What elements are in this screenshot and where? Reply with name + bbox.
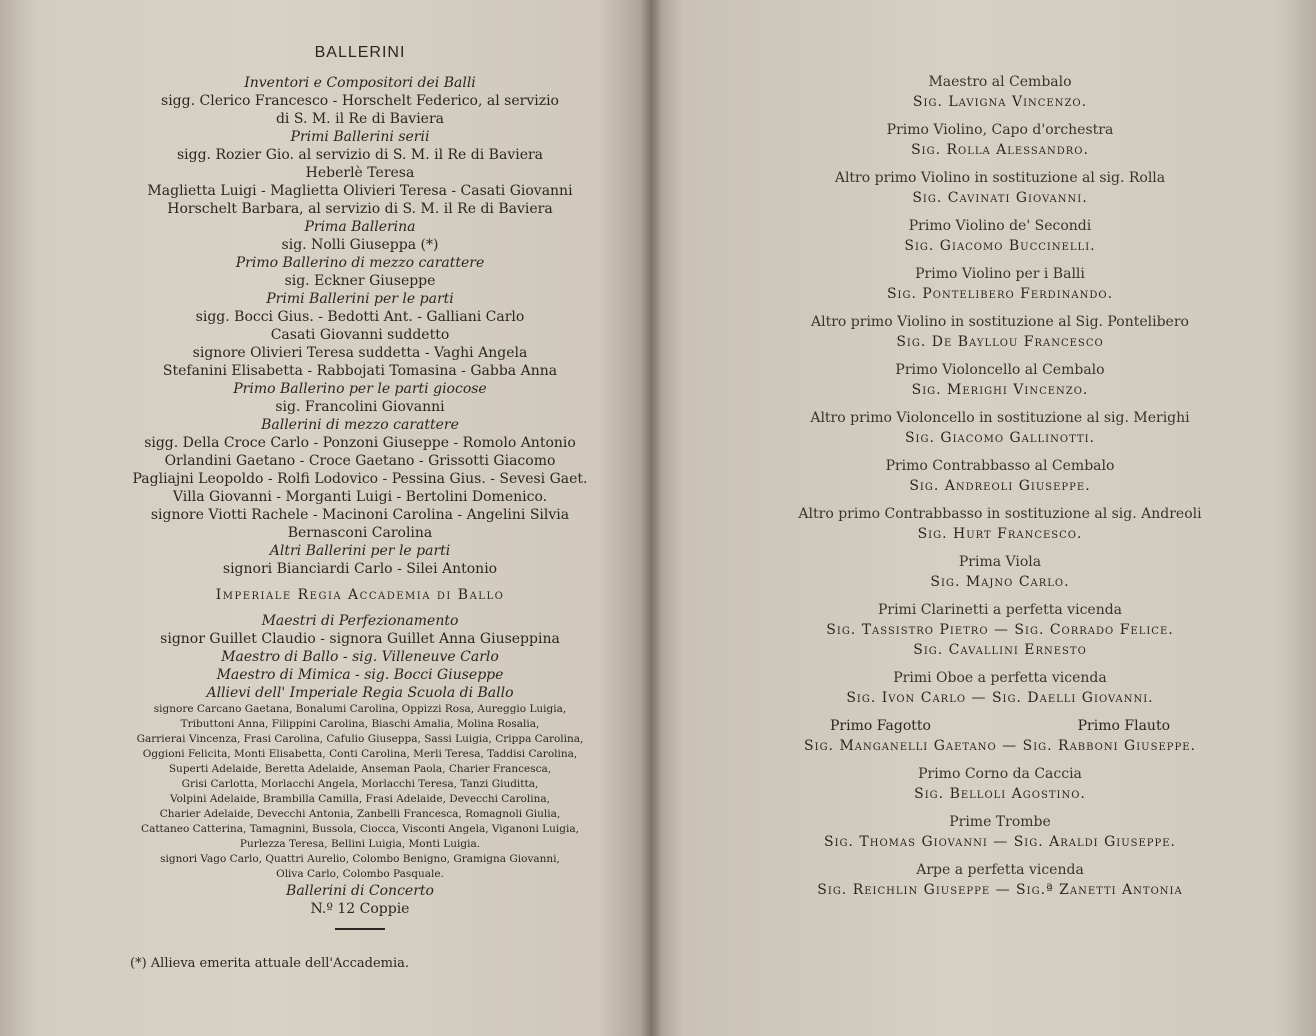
left-line: Volpini Adelaide, Brambilla Camilla, Frasi Adelaide, Devecchi Carolina, [169,793,550,805]
musician-name: Sig. Andreoli Giuseppe. [909,478,1091,494]
orchestra-entry [720,552,1280,592]
musician-name: Sig. Giacomo Gallinotti. [904,430,1096,446]
musician-name: Sig. Rolla Alessandro. [911,142,1089,158]
left-line: Cattaneo Catterina, Tamagnini, Bussola, Ciocca, Visconti Angela, Viganoni Luigia, [141,823,579,835]
left-line: Superti Adelaide, Beretta Adelaide, Anseman Paola, Charier Francesca, [168,763,552,775]
left-line: sigg. Bocci Gius. - Bedotti Ant. - Galliani Carlo [195,309,525,325]
book-gutter [640,0,662,1036]
left-line: Maestro di Mimica - sig. Bocci Giuseppe [216,667,504,683]
orchestra-entry [720,312,1280,352]
left-line: Grisi Carlotta, Morlacchi Angela, Morlacchi Teresa, Tanzi Giuditta, [181,778,539,790]
left-lines [100,74,620,918]
instrument-role: Arpe a perfetta vicenda [916,862,1084,878]
instrument-role: Primo Violino de' Secondi [908,218,1092,234]
musician-name: Sig. De Bayllou Francesco [896,334,1104,350]
instrument-role: Maestro al Cembalo [928,74,1072,90]
left-line: Imperiale Regia Accademia di Ballo [215,587,505,603]
left-line: N.º 12 Coppie [310,901,410,917]
left-line: Primi Ballerini per le parti [266,291,454,307]
left-line: Altri Ballerini per le parti [269,543,451,559]
orchestra-entry [720,504,1280,544]
left-line: signore Olivieri Teresa suddetta - Vaghi Angela [192,345,528,361]
orchestra-entry [720,168,1280,208]
left-line: Primo Ballerino per le parti giocose [233,381,487,397]
left-line: Villa Giovanni - Morganti Luigi - Bertolini Domenico. [172,489,548,505]
left-line: signori Bianciardi Carlo - Silei Antonio [222,561,498,577]
left-column [100,44,620,944]
left-line: signor Guillet Claudio - signora Guillet Anna Giuseppina [160,631,560,647]
left-line: sig. Nolli Giuseppa (*) [281,237,439,253]
left-line: sigg. Clerico Francesco - Horschelt Federico, al servizio [161,93,559,109]
instrument-role: Prime Trombe [949,814,1051,830]
instrument-role: Prima Viola [958,554,1042,570]
orchestra-entry [720,812,1280,852]
instrument-role: Primo Violino, Capo d'orchestra [886,122,1114,138]
left-line: Horschelt Barbara, al servizio di S. M. il Re di Baviera [167,201,553,217]
left-line: Allievi dell' Imperiale Regia Scuola di Ballo [206,685,514,701]
left-line: signore Viotti Rachele - Macinoni Carolina - Angelini Silvia [150,507,570,523]
orchestra-list-2 [720,764,1280,900]
role-bassoon: Primo Fagotto [830,718,931,734]
left-line: signore Carcano Gaetana, Bonalumi Carolina, Oppizzi Rosa, Aureggio Luigia, [153,703,567,715]
musician-name: Sig. Reichlin Giuseppe — Sig.ª Zanetti Antonia [817,882,1183,898]
orchestra-entry [720,264,1280,304]
left-line: Maestro di Ballo - sig. Villeneuve Carlo [221,649,499,665]
orchestra-entry [720,668,1280,708]
role-flute: Primo Flauto [1077,718,1170,734]
instrument-role: Primi Clarinetti a perfetta vicenda [877,602,1123,618]
left-line: Maestri di Perfezionamento [261,613,459,629]
musician-name: Sig. Pontelibero Ferdinando. [886,286,1114,302]
right-page [650,0,1316,1036]
orchestra-entry [720,860,1280,900]
footnote: (*) Allieva emerita attuale dell'Accademia. [130,956,410,971]
left-line: Oliva Carlo, Colombo Pasquale. [276,868,444,880]
orchestra-entry [720,408,1280,448]
musician-name: Sig. Cavinati Giovanni. [912,190,1088,206]
instrument-role: Altro primo Violino in sostituzione al Sig. Pontelibero [811,314,1189,330]
left-line: Purlezza Teresa, Bellini Luigia, Monti Luigia. [239,838,481,850]
page-title: BALLERINI [314,44,406,61]
musician-name: Sig. Merighi Vincenzo. [911,382,1089,398]
pair-roles [790,716,1210,736]
left-line: sigg. Rozier Gio. al servizio di S. M. il Re di Baviera [176,147,544,163]
left-line: di S. M. il Re di Baviera [275,111,445,127]
musician-name: Sig. Lavigna Vincenzo. [912,94,1088,110]
left-line: Ballerini di mezzo carattere [261,417,459,433]
left-line: Prima Ballerina [304,219,416,235]
right-column [720,72,1280,908]
left-line: sig. Francolini Giovanni [275,399,445,415]
orchestra-entry [720,120,1280,160]
musician-name: Sig. Majno Carlo. [930,574,1070,590]
instrument-role: Primo Violoncello al Cembalo [895,362,1105,378]
left-line: Primo Ballerino di mezzo carattere [235,255,485,271]
left-line: Stefanini Elisabetta - Rabbojati Tomasina - Gabba Anna [162,363,558,379]
left-page [0,0,650,1036]
left-line: sig. Eckner Giuseppe [284,273,436,289]
left-line: Bernasconi Carolina [287,525,433,541]
left-line: Primi Ballerini serii [290,129,430,145]
left-line: sigg. Della Croce Carlo - Ponzoni Giuseppe - Romolo Antonio [144,435,576,451]
musician-name: Sig. Thomas Giovanni — Sig. Araldi Giuseppe. [824,834,1176,850]
musician-name: Sig. Ivon Carlo — Sig. Daelli Giovanni. [846,690,1154,706]
instrument-role: Altro primo Violoncello in sostituzione al sig. Merighi [810,410,1190,426]
musician-name: Sig. Hurt Francesco. [917,526,1083,542]
musician-name: Sig. Belloli Agostino. [914,786,1086,802]
musician-name: Sig. Tassistro Pietro — Sig. Corrado Felice. [826,622,1174,638]
orchestra-entry [720,216,1280,256]
left-line: signori Vago Carlo, Quattri Aurelio, Colombo Benigno, Gramigna Giovanni, [160,853,560,865]
left-line: Ballerini di Concerto [286,883,434,899]
left-line: Casati Giovanni suddetto [270,327,450,343]
left-line: Heberlè Teresa [305,165,415,181]
bassoon-flute-group [720,716,1280,756]
left-line: Inventori e Compositori dei Balli [244,75,476,91]
orchestra-entry [720,360,1280,400]
pair-names: Sig. Manganelli Gaetano — Sig. Rabboni Giuseppe. [804,738,1196,754]
orchestra-entry [720,72,1280,112]
instrument-role: Primi Oboe a perfetta vicenda [893,670,1107,686]
instrument-role: Altro primo Contrabbasso in sostituzione al sig. Andreoli [798,506,1202,522]
orchestra-entry [720,764,1280,804]
left-line: Garrierai Vincenza, Frasi Carolina, Cafulio Giuseppa, Sassi Luigia, Crippa Carolina, [136,733,584,745]
orchestra-entry [720,456,1280,496]
orchestra-entry [720,600,1280,660]
instrument-role: Primo Contrabbasso al Cembalo [885,458,1115,474]
instrument-role: Primo Violino per i Balli [915,266,1085,282]
left-line: Charier Adelaide, Devecchi Antonia, Zanbelli Francesca, Romagnoli Giulia, [159,808,561,820]
instrument-role: Altro primo Violino in sostituzione al sig. Rolla [834,170,1166,186]
orchestra-list [720,72,1280,708]
left-line: Pagliajni Leopoldo - Rolfi Lodovico - Pessina Gius. - Sevesi Gaet. [132,471,588,487]
left-line: Tributtoni Anna, Filippini Carolina, Biaschi Amalia, Molina Rosalia, [180,718,540,730]
left-line: Maglietta Luigi - Maglietta Olivieri Teresa - Casati Giovanni [147,183,573,199]
musician-name: Sig. Cavallini Ernesto [913,642,1087,658]
musician-name: Sig. Giacomo Buccinelli. [904,238,1096,254]
divider-rule [335,928,385,930]
left-line: Orlandini Gaetano - Croce Gaetano - Grissotti Giacomo [164,453,556,469]
instrument-role: Primo Corno da Caccia [918,766,1082,782]
left-line: Oggioni Felicita, Monti Elisabetta, Conti Carolina, Merli Teresa, Taddisi Carolina, [142,748,578,760]
